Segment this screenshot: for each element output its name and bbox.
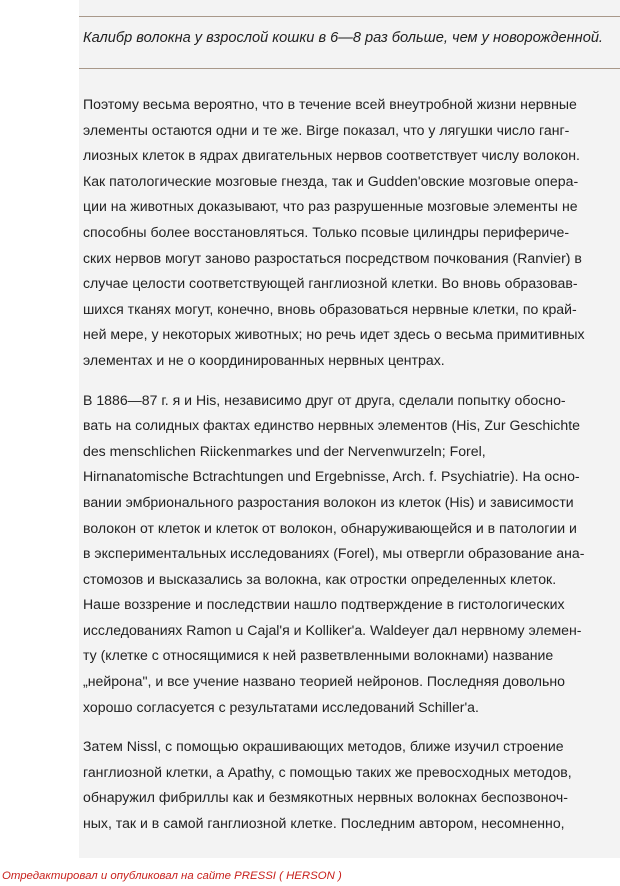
caption-bottom-rule (79, 68, 620, 69)
figure-caption: Калибр волокна у взрослой кошки в 6—8 раз больше, чем у новорожденной. (83, 30, 603, 46)
footer-credit: Отредактировал и опубликовал на сайте PRESSI ( HERSON ) (2, 870, 342, 882)
paragraph-3: Затем Nissl, с помощью окрашивающих методов, ближе изучил строение ганглиозной клетки, а Apathy, с помощью таких же превосходных методов, обнаружил фибриллы как и безмякотных нервных волокнах беспозвоноч- ных, так и в самой ганглиозной клетке. Последним автором, несомненно, (83, 738, 572, 832)
paragraph-2: В 1886—87 г. я и His, независимо друг от друга, сделали попытку обосно- вать на солидных фактах единство нервных элементов (His, Zur Geschichte des menschlichen Riickenmarkes und der Nervenwurzeln; Forel, Hirnanatomische Bctrachtungen und Ergebnisse, Arch. f. Psychiatrie). На осно- вании эмбрионального разростания волокон из клеток (His) и зависимости волокон от клеток и клеток от волокон, обнаруживающейся и в патологии и в экспериментальных исследованиях (Forel), мы отвергли образование ана- стомозов и высказались за волокна, как отростки определенных клеток. Наше воззрение и последствии нашло подтверждение в гистологических исследованиях Ramon u Cajal'я и Kolliker'a. Waldeyer дал нервному элемен- ту (клетке с относящимися к ней разветвленными волокнами) название „нейрона", и все учение названо теорией нейронов. Последняя довольно хорошо согласуется с результатами исследований Schiller'a. (83, 391, 585, 715)
body-text (83, 92, 620, 851)
caption-top-rule (79, 16, 620, 17)
paragraph-1: Поэтому весьма вероятно, что в течение всей внеутробной жизни нервные элементы остаются одни и те же. Birge показал, что у лягушки число ганг- лиозных клеток в ядрах двигательных нервов соответствует числу волокон. Как патологические мозговые гнезда, так и Gudden'овские мозговые опера- ции на животных доказывают, что раз разрушенные мозговые элементы не способны более восстановляться. Только псовые цилиндры перифериче- ских нервов могут заново разростаться посредством почкования (Ranvier) в случае целости соответствующей ганглиозной клетки. Во вновь образовав- шихся тканях могут, конечно, вновь образоваться нервные клетки, по край- ней мере, у некоторых животных; но речь идет здесь о весьма примитивных элементах и не о координированных нервных центрах. (83, 96, 585, 368)
